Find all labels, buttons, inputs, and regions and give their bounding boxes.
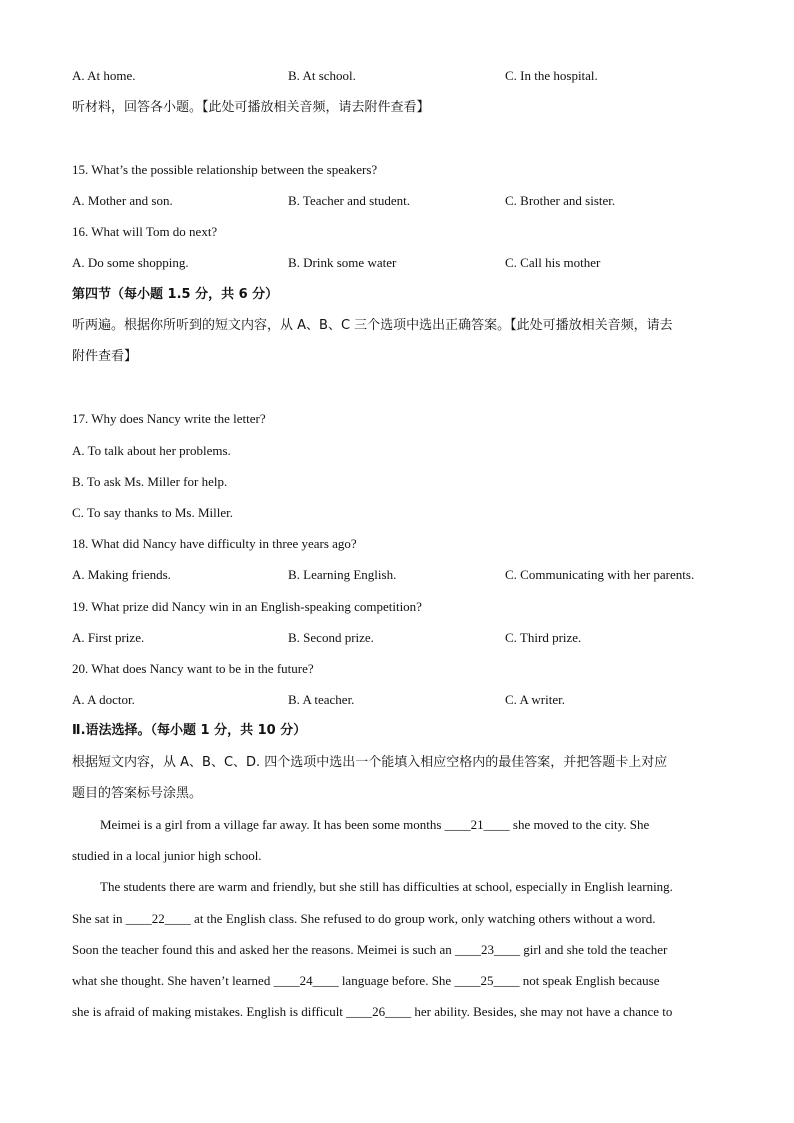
passage-line-6: what she thought. She haven’t learned ____24____ language before. She ____25____ not speak English because — [72, 973, 660, 988]
q18-option-a: A. Making friends. — [72, 567, 171, 582]
q17-option-b: B. To ask Ms. Miller for help. — [72, 474, 228, 489]
section4-instruction-line1: 听两遍。根据你所听到的短文内容，从 A、B、C 三个选项中选出正确答案。【此处可播放相关音频，请去 — [72, 318, 673, 333]
q17-question: 17. Why does Nancy write the letter? — [72, 411, 266, 426]
q14-option-c: C. In the hospital. — [505, 68, 598, 83]
passage-line-2: studied in a local junior high school. — [72, 848, 262, 863]
q20-question: 20. What does Nancy want to be in the future? — [72, 661, 314, 676]
q19-option-a: A. First prize. — [72, 630, 145, 645]
q16-option-a: A. Do some shopping. — [72, 255, 189, 270]
q16-option-b: B. Drink some water — [288, 255, 397, 270]
q19-option-c: C. Third prize. — [505, 630, 582, 645]
q18-option-b: B. Learning English. — [288, 567, 397, 582]
q15-option-c: C. Brother and sister. — [505, 193, 616, 208]
passage-line-1: Meimei is a girl from a village far away. It has been some months ____21____ she moved to the city. She — [100, 817, 650, 832]
q20-option-c: C. A writer. — [505, 692, 565, 707]
q16-question: 16. What will Tom do next? — [72, 224, 218, 239]
q14-option-a: A. At home. — [72, 68, 136, 83]
passage-line-7: she is afraid of making mistakes. English is difficult ____26____ her ability. Besides, she may not have a chance to — [72, 1004, 673, 1019]
q15-option-b: B. Teacher and student. — [288, 193, 410, 208]
q19-option-b: B. Second prize. — [288, 630, 374, 645]
q15-question: 15. What’s the possible relationship between the speakers? — [72, 162, 378, 177]
passage-line-5: Soon the teacher found this and asked her the reasons. Meimei is such an ____23____ girl and she told the teacher — [72, 942, 668, 957]
grammar-title: Ⅱ.语法选择。（每小题 1 分，共 10 分） — [72, 723, 307, 738]
q15-option-a: A. Mother and son. — [72, 193, 173, 208]
listen-instruction: 听材料，回答各小题。【此处可播放相关音频，请去附件查看】 — [72, 100, 430, 115]
q16-option-c: C. Call his mother — [505, 255, 601, 270]
q17-option-a: A. To talk about her problems. — [72, 443, 231, 458]
q18-option-c: C. Communicating with her parents. — [505, 567, 695, 582]
section4-instruction-line2: 附件查看】 — [72, 349, 138, 364]
q20-option-b: B. A teacher. — [288, 692, 355, 707]
q20-option-a: A. A doctor. — [72, 692, 135, 707]
q17-option-c: C. To say thanks to Ms. Miller. — [72, 505, 233, 520]
q19-question: 19. What prize did Nancy win in an English-speaking competition? — [72, 599, 422, 614]
section4-title: 第四节（每小题 1.5 分，共 6 分） — [72, 287, 279, 302]
q14-option-b: B. At school. — [288, 68, 356, 83]
q18-question: 18. What did Nancy have difficulty in three years ago? — [72, 536, 357, 551]
passage-line-3: The students there are warm and friendly, but she still has difficulties at school, especially in English learning. — [100, 879, 673, 894]
passage-line-4: She sat in ____22____ at the English class. She refused to do group work, only watching others without a word. — [72, 911, 656, 926]
grammar-instruction-line1: 根据短文内容，从 A、B、C、D. 四个选项中选出一个能填入相应空格内的最佳答案，并把答题卡上对应 — [72, 755, 668, 770]
grammar-instruction-line2: 题目的答案标号涂黑。 — [72, 786, 203, 801]
